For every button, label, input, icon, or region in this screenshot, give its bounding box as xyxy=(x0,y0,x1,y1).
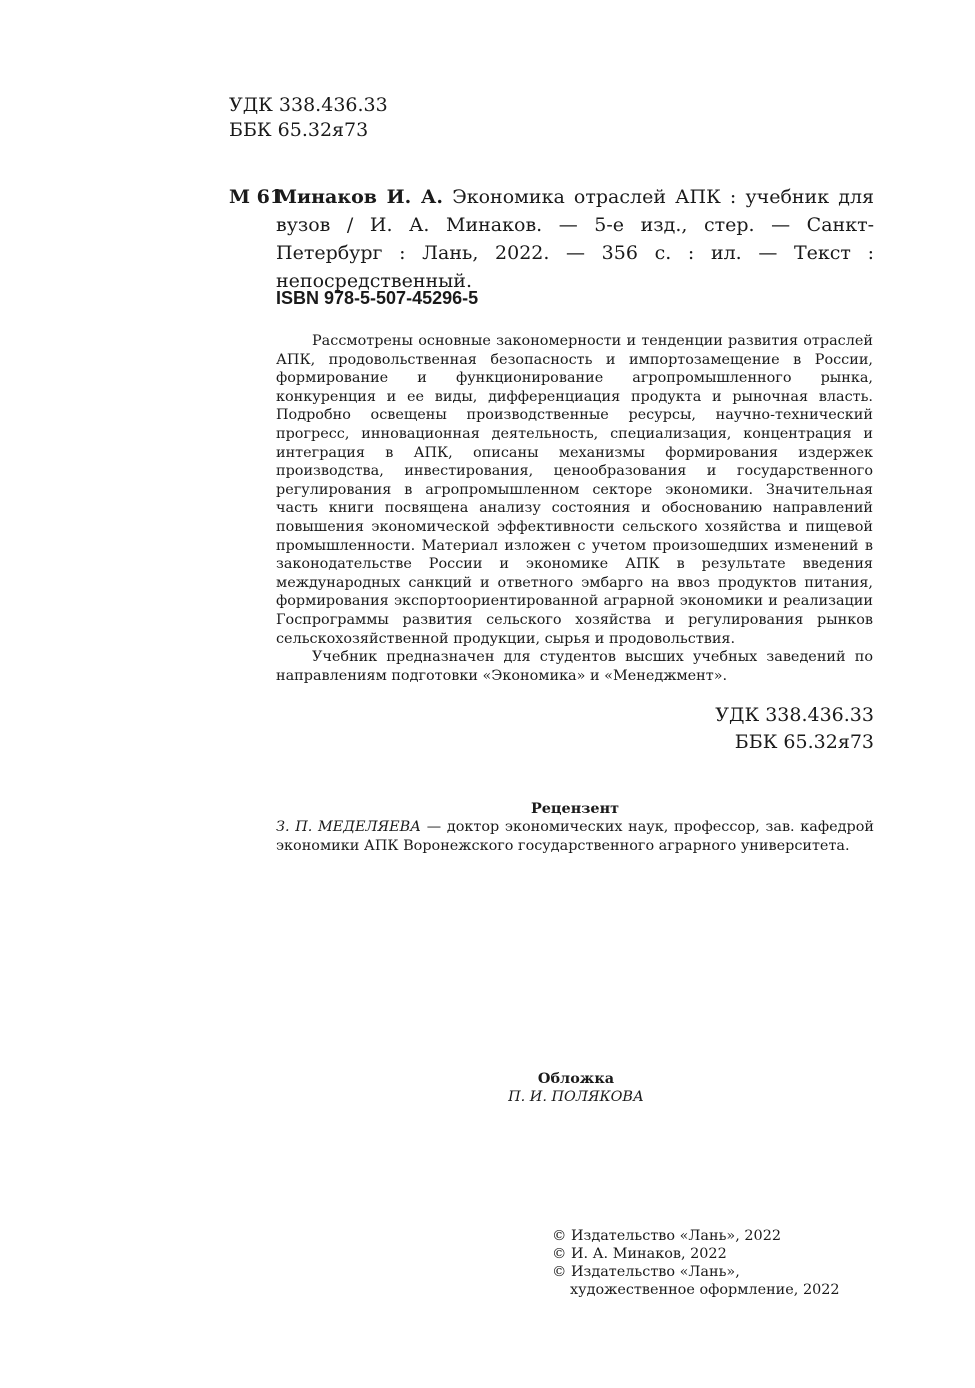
isbn: ISBN 978-5-507-45296-5 xyxy=(276,288,479,308)
cover-section xyxy=(476,1070,676,1106)
top-classification-codes xyxy=(229,93,388,143)
entry-description: Экономика отраслей АПК : учебник для вузов / И. А. Минаков. — 5-е изд., стер. — Санкт-Петербург : Лань, 2022. — 356 с. : ил. — Текст : непосредственный. xyxy=(276,186,874,292)
copyright-notice xyxy=(552,1227,882,1299)
reviewer-text xyxy=(276,818,874,856)
udk-code: УДК 338.436.33 xyxy=(229,94,388,116)
annotation xyxy=(276,332,873,685)
copyright-line-4: художественное оформление, 2022 xyxy=(570,1282,840,1298)
copyright-line-3: © Издательство «Лань», xyxy=(552,1264,740,1280)
cover-designer-name: П. И. ПОЛЯКОВА xyxy=(508,1089,644,1105)
udk-code-bottom: УДК 338.436.33 xyxy=(715,704,874,726)
bbk-code: ББК 65.32я73 xyxy=(229,119,369,141)
copyright-line-1: © Издательство «Лань», 2022 xyxy=(552,1228,782,1244)
annotation-paragraph-1: Рассмотрены основные закономерности и тенденции развития отраслей АПК, продовольственная безопасность и импортозамещение в России, формирование и функционирование агропромышленного рынка, конкуренция и ее виды, дифференциация продукта и рыночная власть. Подробно освещены производственные ресурсы, научно-технический прогресс, инновационная деятельность, специализация, концентрация и интеграция в АПК, описаны механизмы формирования издержек производства, инвестирования, ценообразования и государственного регулирования в агропромышленном секторе экономики. Значительная часть книги посвящена анализу состояния и обоснованию направлений повышения экономической эффективности сельского хозяйства и пищевой промышленности. Материал изложен с учетом произошедших изменений в законодательстве России и экономике АПК в результате введения международных санкций и ответного эмбарго на ввоз продуктов питания, формирования экспортоориентированной аграрной экономики и реализации Госпрограммы развития сельского хозяйства и регулирования рынков сельскохозяйственной продукции, сырья и продовольствия. xyxy=(276,333,873,647)
bbk-code-bottom: ББК 65.32я73 xyxy=(734,731,874,753)
reviewer-heading: Рецензент xyxy=(530,800,620,817)
reviewer-description: — доктор экономических наук, профессор, зав. кафедрой экономики АПК Воронежского государственного аграрного университета. xyxy=(276,819,874,854)
reviewer-name: З. П. МЕДЕЛЯЕВА xyxy=(276,819,422,835)
entry-author: Минаков И. А. xyxy=(276,186,444,208)
copyright-line-2: © И. А. Минаков, 2022 xyxy=(552,1246,727,1262)
bibliographic-entry xyxy=(276,183,874,295)
annotation-paragraph-2: Учебник предназначен для студентов высших учебных заведений по направлениям подготовки «Экономика» и «Менеджмент». xyxy=(276,649,873,684)
bottom-classification-codes xyxy=(600,702,874,756)
reviewer-section xyxy=(276,799,874,856)
author-sign: М 61 xyxy=(229,186,284,208)
cover-heading: Обложка xyxy=(537,1070,615,1087)
